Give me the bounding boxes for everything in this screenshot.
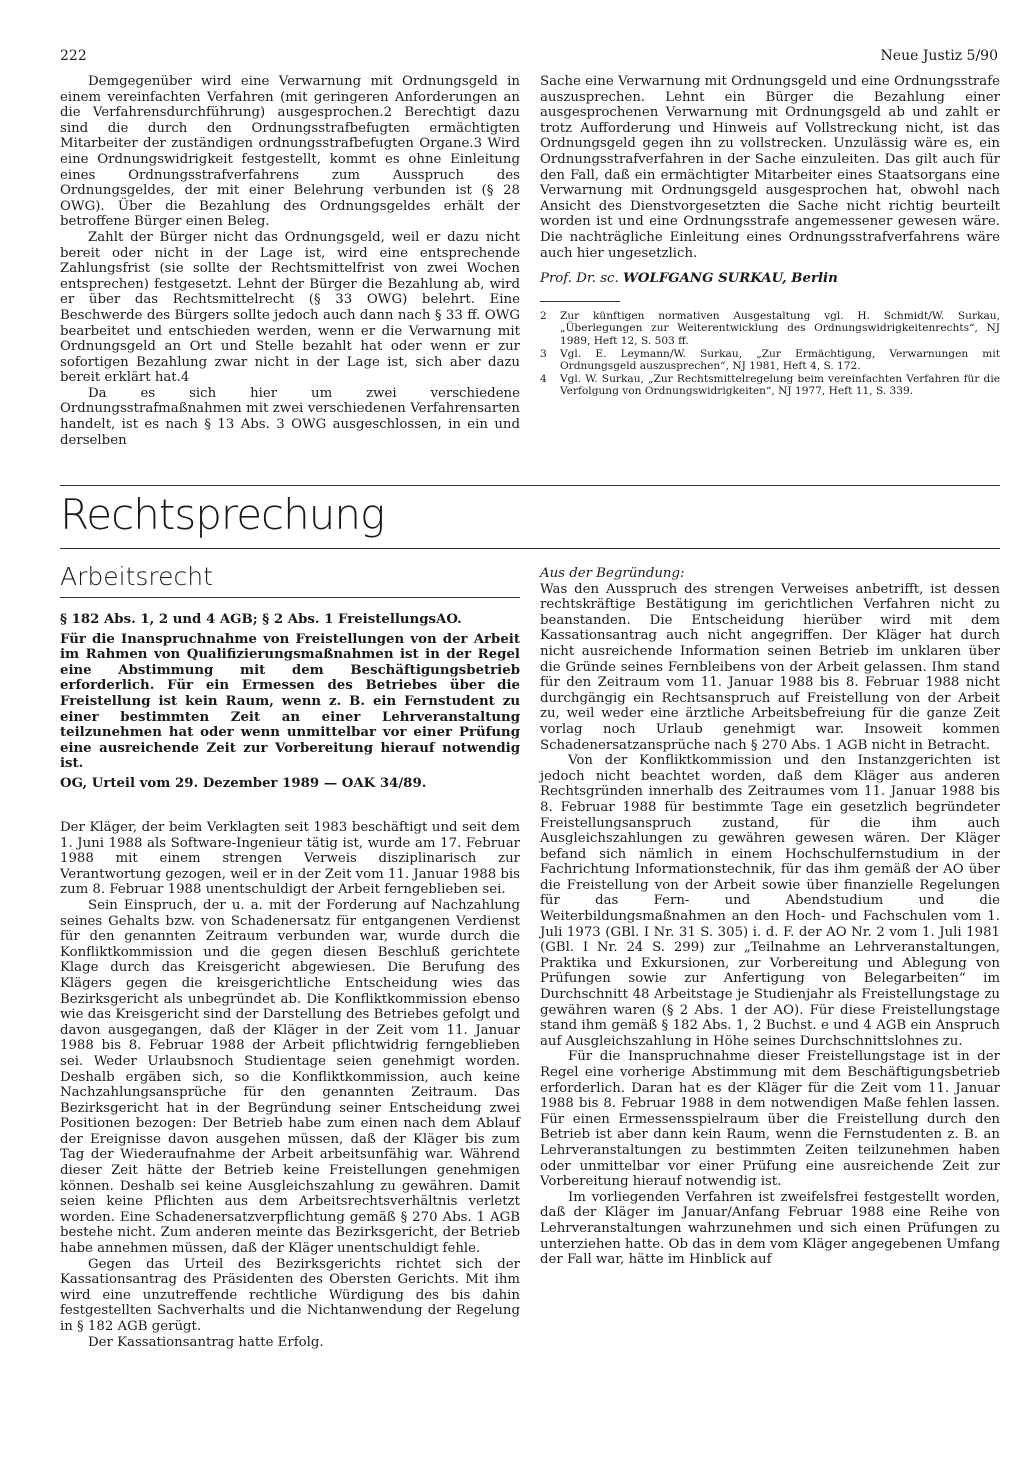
paragraph: Da es sich hier um zwei verschiedene Ordnungsstrafmaßnahmen mit zwei verschiedenen Verfahrensarten handelt, ist es nach § 13 Abs. 3 OWG ausgeschlossen, in ein und derselben [60, 385, 520, 448]
page-number: 222 [60, 48, 87, 64]
article-continuation-left [60, 74, 520, 448]
footnote [540, 348, 1000, 373]
court-reference: OG, Urteil vom 29. Dezember 1989 — OAK 34/89. [60, 775, 427, 791]
section-divider-bottom [60, 548, 1000, 549]
footnote [540, 310, 1000, 348]
footnote-divider [540, 301, 620, 302]
headnote-text: Für die Inanspruchnahme von Freistellungen von der Arbeit im Rahmen von Qualifizierungsmaßnahmen ist in der Regel eine Abstimmung mit dem Beschäftigungsbetrieb erforderlich. Für ein Ermessen des Betriebes über die Freistellung ist kein Raum, wenn z. B. ein Fernstudent zu einer bestimmten Zeit an einer Lehrveranstaltung teilzunehmen hat oder wenn unmittelbar vor einer Prüfung eine ausreichende Zeit zur Vorbereitung hierauf notwendig ist. [60, 631, 520, 772]
headnote-citation: § 182 Abs. 1, 2 und 4 AGB; § 2 Abs. 1 FreistellungsAO. [60, 612, 462, 627]
case-facts [60, 820, 520, 1350]
subsection-title: Arbeitsrecht [60, 562, 213, 591]
case-reasoning [540, 566, 1000, 1268]
author-signature [540, 271, 1000, 287]
paragraph: Im vorliegenden Verfahren ist zweifelsfrei festgestellt worden, daß der Kläger im Januar/Anfang Februar 1988 eine Reihe von Lehrveranstaltungen wahrzunehmen und sich einen Prüfungen zu unterziehen hatte. Ob das in dem vom Kläger angegebenen Umfang der Fall war, hätte im Hinblick auf [540, 1189, 1000, 1268]
paragraph: Demgegenüber wird eine Verwarnung mit Ordnungsgeld in einem vereinfachten Verfahren (mit geringeren Anforderungen an die Verfahrensdurchführung) ausgesprochen.2 Berechtigt dazu sind die durch den Ordnungsstrafbefugten ermächtigten Mitarbeiter der zuständigen ordnungsstrafbefugten Organe.3 Wird eine Ordnungswidrigkeit festgestellt, kommt es ohne Einleitung eines Ordnungsstrafverfahrens zum Ausspruch des Ordnungsgeldes, der mit einer Belehrung verbunden ist (§ 28 OWG). Über die Bezahlung des Ordnungsgeldes erhält der betroffene Bürger einen Beleg. [60, 74, 520, 230]
paragraph: Zahlt der Bürger nicht das Ordnungsgeld, weil er dazu nicht bereit oder nicht in der Lage ist, wird eine entsprechende Zahlungsfrist (sie sollte der Rechtsmittelfrist von zwei Wochen entsprechen) festgesetzt. Lehnt der Bürger die Bezahlung ab, wird er über das Rechtsmittelrecht (§ 33 OWG) belehrt. Eine Beschwerde des Bürgers sollte jedoch auch dann nach § 33 ff. OWG bearbeitet und entschieden werden, wenn er die Verwarnung mit Ordnungsgeld an Ort und Stelle bezahlt hat oder wenn er zur sofortigen Bezahlung zwar nicht in der Lage ist, sich aber dazu bereit erklärt hat.4 [60, 229, 520, 386]
paragraph: Gegen das Urteil des Bezirksgerichts richtet sich der Kassationsantrag des Präsidenten des Obersten Gerichts. Mit ihm wird eine unzutreffende rechtliche Würdigung des bis dahin festgestellten Sachverhalts und die Nichtanwendung der Regelung in § 182 AGB gerügt. [60, 1256, 520, 1334]
footnote [540, 373, 1000, 398]
paragraph: Von der Konfliktkommission und den Instanzgerichten ist jedoch nicht beachtet worden, daß dem Kläger aus anderen Rechtsgründen innerhalb des Zeitraumes vom 11. Januar 1988 bis 8. Februar 1988 für bestimmte Tage ein gesetzlich begründeter Freistellungsanspruch zustand, für die ihm auch Ausgleichszahlungen zu gewähren gewesen wären. Der Kläger befand sich nämlich in einem Hochschulfernstudium in der Fachrichtung Informationstechnik, für das ihm gemäß der AO über die Freistellung von der Arbeit sowie über finanzielle Regelungen für das Fern- und Abendstudium und die Weiterbildungsmaßnahmen an den Hoch- und Fachschulen vom 1. Juli 1973 (GBl. I Nr. 31 S. 305) i. d. F. der AO Nr. 2 vom 1. Juli 1981 (GBl. I Nr. 24 S. 299) zur „Teilnahme an Lehrveranstaltungen, Praktika und Exkursionen, zur Vorbereitung und Ablegung von Prüfungen sowie zur Anfertigung von Belegarbeiten“ im Durchschnitt 48 Arbeitstage je Studienjahr als Freistellungstage zu gewähren waren (§ 2 Abs. 1 der AO). Für diese Freistellungstage stand ihm gemäß § 182 Abs. 1, 2 Buchst. e und 4 AGB ein Anspruch auf Ausgleichszahlung in Höhe seines Durchschnittslohnes zu. [540, 753, 1000, 1049]
section-title: Rechtsprechung [60, 490, 385, 539]
author-name: WOLFGANG SURKAU, Berlin [622, 271, 838, 287]
paragraph: Für die Inanspruchnahme dieser Freistellungstage ist in der Regel eine vorherige Abstimmung mit dem Beschäftigungsbetrieb erforderlich. Daran hat es der Kläger für die Zeit vom 11. Januar 1988 bis 8. Februar 1988 in dem notwendigen Maße fehlen lassen. Für einen Ermessensspielraum über die Freistellung durch den Betrieb ist aber dann kein Raum, wenn die Fernstudenten z. B. an Lehrveranstaltungen zu bestimmten Zeiten teilzunehmen haben oder unmittelbar vor einer Prüfung eine ausreichende Zeit zur Vorbereitung hierauf notwendig ist. [540, 1049, 1000, 1190]
footnote-text: Vgl. E. Leymann/W. Surkau, „Zur Ermächtigung, Verwarnungen mit Ordnungsgeld auszusprechen“, NJ 1981, Heft 4, S. 172. [560, 347, 1000, 373]
author-title: Prof. Dr. sc. [540, 271, 619, 287]
footnote-text: Zur künftigen normativen Ausgestaltung vgl. H. Schmidt/W. Surkau, „Überlegungen zur Weiterentwicklung des Ordnungswidrigkeitenrechts“, NJ 1989, Heft 12, S. 503 ff. [560, 309, 1000, 347]
footnote-number: 3 [540, 347, 547, 360]
section-divider-top [60, 485, 1000, 486]
footnote-text: Vgl. W. Surkau, „Zur Rechtsmittelregelung beim vereinfachten Verfahren für die Verfolgung von Ordnungswidrigkeiten“, NJ 1977, Heft 11, S. 339. [560, 372, 1000, 398]
footnote-number: 2 [540, 309, 547, 322]
footnote-number: 4 [540, 372, 547, 385]
article-continuation-right [540, 74, 1000, 398]
subsection-divider [60, 597, 520, 598]
paragraph: Sein Einspruch, der u. a. mit der Forderung auf Nachzahlung seines Gehalts bzw. von Schadenersatz für entgangenen Verdienst für den genannten Zeitraum verbunden war, wurde durch die Konfliktkommission und die gegen diesen Beschluß gerichtete Klage durch das Kreisgericht abgewiesen. Die Berufung des Klägers gegen die kreisgerichtliche Entscheidung wies das Bezirksgericht als unbegründet ab. Die Konfliktkommission ebenso wie das Kreisgericht sind der Darstellung des Betriebes gefolgt und davon ausgegangen, daß der Kläger in der Zeit vom 11. Januar 1988 bis 8. Februar 1988 der Arbeit pflichtwidrig ferngeblieben sei. Weder Urlaubsnoch Studientage seien genehmigt worden. Deshalb ergäben sich, so die Konfliktkommission, auch keine Nachzahlungsansprüche für den genannten Zeitraum. Das Bezirksgericht hat in der Begründung seiner Entscheidung zwei Positionen bezogen: Der Betrieb habe zum einen nach dem Ablauf der Ereignisse davon ausgehen müssen, daß der Kläger bis zum Tag der Wiederaufnahme der Arbeit arbeitsunfähig war. Während dieser Zeit hätte der Betrieb keine Freistellungen genehmigen können. Deshalb sei keine Ausgleichszahlung zu gewähren. Damit seien keine Pflichten aus dem Arbeitsrechtsverhältnis verletzt worden. Eine Schadenersatzverpflichtung gemäß § 270 Abs. 1 AGB bestehe nicht. Zum anderen meinte das Bezirksgericht, der Betrieb habe annehmen müssen, daß der Kläger unentschuldigt fehle. [60, 897, 520, 1257]
headnote [60, 612, 520, 796]
paragraph: Der Kläger, der beim Verklagten seit 1983 beschäftigt und seit dem 1. Juni 1988 als Software-Ingenieur tätig ist, wurde am 17. Februar 1988 mit einem strengen Verweis disziplinarisch zur Verantwortung gezogen, weil er in der Zeit vom 11. Januar 1988 bis zum 8. Februar 1988 unentschuldigt der Arbeit ferngeblieben sei. [60, 820, 520, 898]
page-header [60, 48, 998, 70]
paragraph: Sache eine Verwarnung mit Ordnungsgeld und eine Ordnungsstrafe auszusprechen. Lehnt ein Bürger die Bezahlung einer ausgesprochenen Verwarnung mit Ordnungsgeld ab und zahlt er trotz Aufforderung und Hinweis auf Vollstreckung nicht, ist das Ordnungsgeld gegen ihn zu vollstrecken. Unzulässig wäre es, ein Ordnungsstrafverfahren in der Sache einzuleiten. Das gilt auch für den Fall, daß ein ermächtigter Mitarbeiter eines Staatsorgans eine Verwarnung mit Ordnungsgeld ausgesprochen hat, obwohl nach Ansicht des Dienstvorgesetzten die Sache nicht richtig beurteilt worden ist und eine Ordnungsstrafe angemessener gewesen wäre. Die nachträgliche Einleitung eines Ordnungsstrafverfahrens wäre auch hier ungesetzlich. [540, 74, 1000, 261]
journal-issue: Neue Justiz 5/90 [880, 48, 998, 64]
reasoning-label: Aus der Begründung: [540, 566, 685, 581]
paragraph: Der Kassationsantrag hatte Erfolg. [88, 1334, 324, 1350]
footnotes [540, 310, 1000, 398]
paragraph: Was den Ausspruch des strengen Verweises anbetrifft, ist dessen rechtskräftige Bestätigung im gerichtlichen Verfahren nicht zu beanstanden. Die Entscheidung hierüber wird mit dem Kassationsantrag auch nicht angegriffen. Der Kläger hat durch nicht ausreichende Information seinen Betrieb im unklaren über die Gründe seines Fernbleibens von der Arbeit gelassen. Ihm stand für den Zeitraum vom 11. Januar 1988 bis 8. Februar 1988 nicht durchgängig ein Rechtsanspruch auf Freistellung von der Arbeit zu, weil weder eine ärztliche Arbeitsbefreiung für die ganze Zeit vorlag noch Urlaub genehmigt war. Insoweit kommen Schadenersatzansprüche nach § 270 Abs. 1 AGB nicht in Betracht. [540, 581, 1000, 753]
